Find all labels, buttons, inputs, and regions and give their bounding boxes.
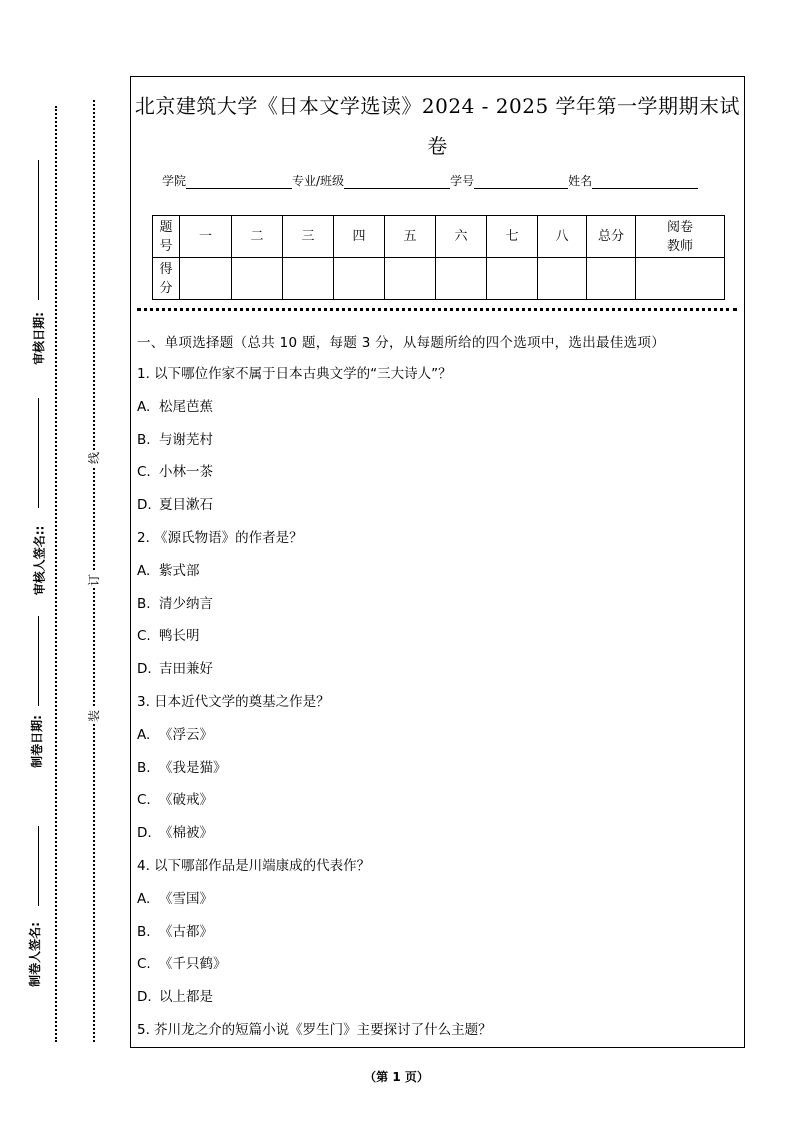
option-item: D. 吉田兼好 — [137, 661, 213, 678]
option-item: B. 与谢芜村 — [137, 431, 213, 448]
option-item: D. 《棉被》 — [137, 825, 213, 842]
score-cell[interactable] — [436, 258, 487, 300]
option-item: B. 清少纳言 — [137, 595, 213, 612]
major-class-field[interactable] — [344, 174, 450, 189]
grader-header: 阅卷 教师 — [636, 216, 725, 258]
major-class-label: 专业/班级 — [292, 174, 345, 188]
col-header-8: 八 — [538, 216, 587, 258]
option-item: A. 紫式部 — [137, 562, 200, 579]
exam-title-line2: 卷 — [427, 134, 448, 158]
exam-title-line1: 北京建筑大学《日本文学选读》2024 - 2025 学年第一学期期末试 — [134, 94, 741, 118]
section-divider — [137, 308, 737, 311]
section-heading: 一、单项选择题（总共 10 题，每题 3 分，从每题所给的四个选项中，选出最佳选项） — [137, 335, 666, 351]
student-id-label: 学号 — [450, 174, 475, 188]
col-header-total: 总分 — [587, 216, 636, 258]
question-stem: 1. 以下哪位作家不属于日本古典文学的“三大诗人”？ — [137, 366, 452, 382]
option-item: C. 《破戒》 — [137, 792, 213, 809]
option-item: C. 《千只鹤》 — [137, 956, 227, 973]
binding-char-ding: 订 — [87, 574, 101, 587]
option-item: B. 《我是猫》 — [137, 759, 227, 776]
col-header-5: 五 — [385, 216, 436, 258]
col-header-2: 二 — [232, 216, 283, 258]
score-cell[interactable] — [538, 258, 587, 300]
score-cell[interactable] — [385, 258, 436, 300]
score-cell-total[interactable] — [587, 258, 636, 300]
col-header-3: 三 — [283, 216, 334, 258]
option-item: D. 夏目漱石 — [137, 497, 213, 514]
maker-sign-line — [38, 826, 39, 906]
make-date-line — [38, 616, 39, 706]
college-field[interactable] — [186, 174, 292, 189]
grader-cell[interactable] — [636, 258, 725, 300]
question-stem: 4. 以下哪部作品是川端康成的代表作？ — [137, 857, 371, 874]
exam-title — [130, 86, 745, 166]
score-cell[interactable] — [283, 258, 334, 300]
score-cell[interactable] — [487, 258, 538, 300]
binding-char-zhuang: 装 — [87, 710, 101, 723]
binding-dotted-line-outer — [55, 106, 57, 1042]
page-number: （第 1 页） — [364, 1070, 429, 1084]
score-cell[interactable] — [180, 258, 232, 300]
reviewer-sign-line — [38, 398, 39, 508]
col-header-1: 一 — [180, 216, 232, 258]
maker-sign-label: 制卷人签名: — [27, 922, 42, 987]
binding-char-line: 线 — [87, 452, 101, 465]
review-date-label: 审核日期: — [31, 312, 46, 365]
option-item: D. 以上都是 — [137, 989, 213, 1006]
score-cell[interactable] — [232, 258, 283, 300]
option-item: A. 《雪国》 — [137, 890, 213, 907]
review-date-line — [38, 160, 39, 300]
option-item: C. 鸭长明 — [137, 628, 200, 645]
option-item: A. 松尾芭蕉 — [137, 398, 213, 415]
student-info-row — [162, 172, 722, 189]
score-row-label: 得 分 — [153, 258, 180, 300]
student-id-field[interactable] — [474, 174, 568, 189]
question-stem: 2. 《源氏物语》的作者是？ — [137, 529, 303, 546]
question-stem: 3. 日本近代文学的奠基之作是？ — [137, 693, 330, 710]
option-item: B. 《古都》 — [137, 923, 213, 940]
question-content — [137, 328, 742, 1047]
col-header-4: 四 — [334, 216, 385, 258]
binding-dotted-line-inner — [93, 100, 95, 1042]
col-header-7: 七 — [487, 216, 538, 258]
question-stem: 5. 芥川龙之介的短篇小说《罗生门》主要探讨了什么主题？ — [137, 1021, 492, 1038]
question-number-header: 题 号 — [153, 216, 180, 258]
score-cell[interactable] — [334, 258, 385, 300]
college-label: 学院 — [162, 174, 187, 188]
option-item: C. 小林一茶 — [137, 464, 213, 481]
col-header-6: 六 — [436, 216, 487, 258]
option-item: A. 《浮云》 — [137, 726, 213, 743]
name-field[interactable] — [592, 174, 698, 189]
name-label: 姓名 — [568, 174, 593, 188]
make-date-label: 制卷日期: — [29, 715, 44, 768]
reviewer-sign-label: 审核人签名:: — [32, 525, 47, 596]
score-table-header-row — [153, 216, 725, 258]
score-table-score-row — [153, 258, 725, 300]
score-table — [152, 215, 725, 300]
